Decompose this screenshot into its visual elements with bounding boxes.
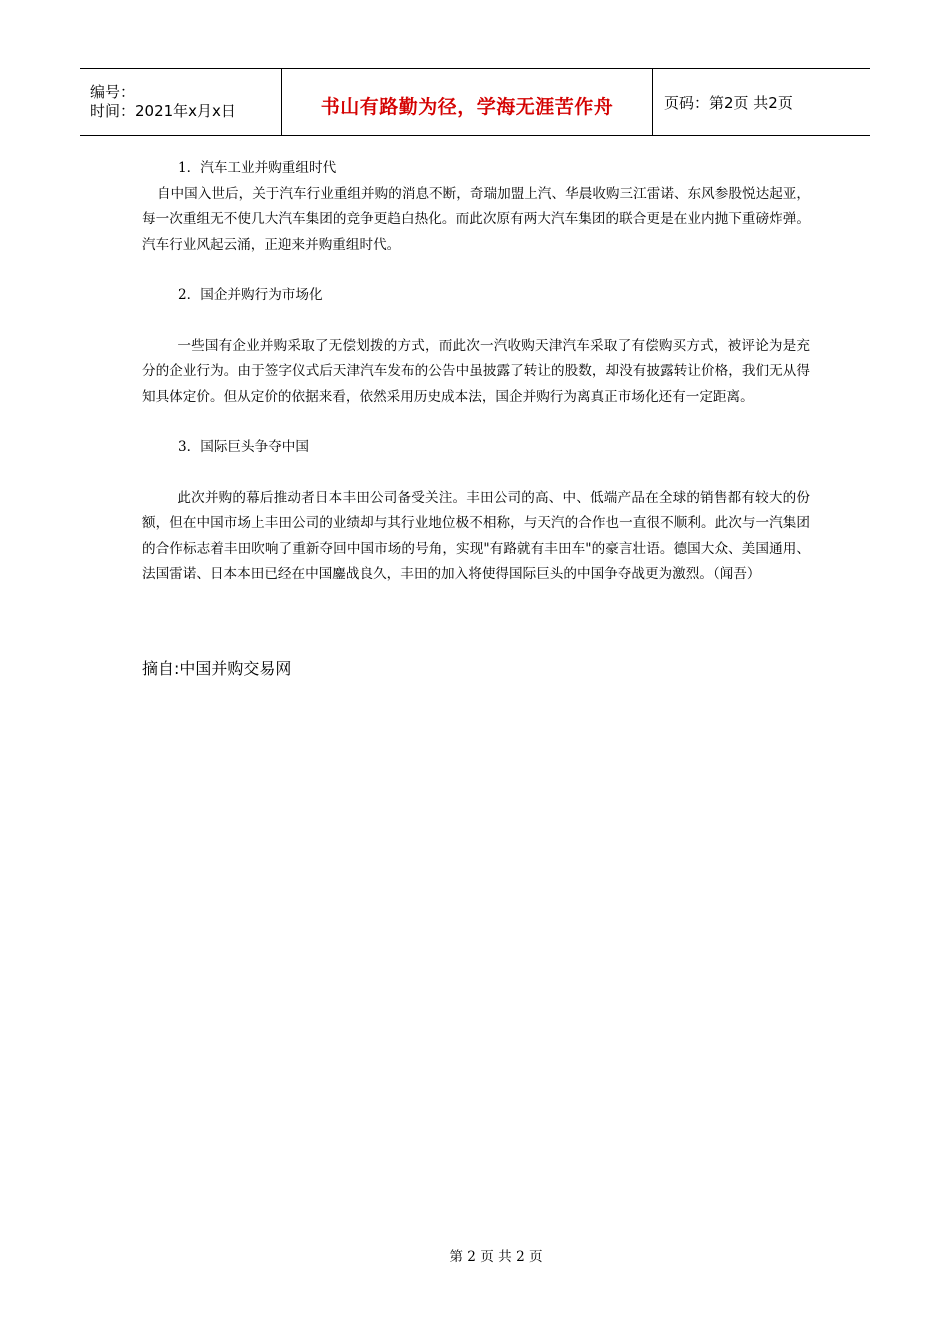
article-body (142, 156, 810, 588)
header-meta (80, 69, 281, 135)
motto: 书山有路勤为径，学海无涯苦作舟 (320, 95, 614, 118)
section-1-heading: 1．汽车工业并购重组时代 (178, 160, 337, 176)
number-label: 编号： (90, 83, 136, 101)
page-label: 页码：第2页 共2页 (664, 93, 793, 112)
section-2-body: 一些国有企业并购采取了无偿划拨的方式，而此次一汽收购天津汽车采取了有偿购买方式，被评论为是充分的企业行为。由于签字仪式后天津汽车发布的公告中虽披露了转让的股数，却没有披露转让价格，我们无从得知具体定价。但从定价的依据来看，依然采用历史成本法，国企并购行为离真正市场化还有一定距离。 (142, 337, 810, 405)
section-3-heading: 3．国际巨头争夺中国 (178, 439, 309, 455)
page-footer: 第 2 页 共 2 页 (449, 1249, 543, 1265)
section-1-body: 自中国入世后，关于汽车行业重组并购的消息不断，奇瑞加盟上汽、华晨收购三江雷诺、东风参股悦达起亚，每一次重组无不使几大汽车集团的竞争更趋白热化。而此次原有两大汽车集团的联合更是在业内抛下重磅炸弹。汽车行业风起云涌，正迎来并购重组时代。 (142, 185, 810, 253)
date-label: 时间：2021年x月x日 (90, 102, 236, 120)
document-header (80, 68, 870, 136)
section-3-body: 此次并购的幕后推动者日本丰田公司备受关注。丰田公司的高、中、低端产品在全球的销售都有较大的份额，但在中国市场上丰田公司的业绩却与其行业地位极不相称，与天汽的合作也一直很不顺利。此次与一汽集团的合作标志着丰田吹响了重新夺回中国市场的号角，实现"有路就有丰田车"的豪言壮语。德国大众、美国通用、法国雷诺、日本本田已经在中国鏖战良久，丰田的加入将使得国际巨头的中国争夺战更为激烈。（闻吾） (142, 489, 810, 582)
header-page-cell (653, 69, 870, 135)
header-motto-cell (281, 69, 653, 135)
section-2-heading: 2．国企并购行为市场化 (178, 287, 323, 303)
source-note: 摘自:中国并购交易网 (142, 659, 292, 678)
